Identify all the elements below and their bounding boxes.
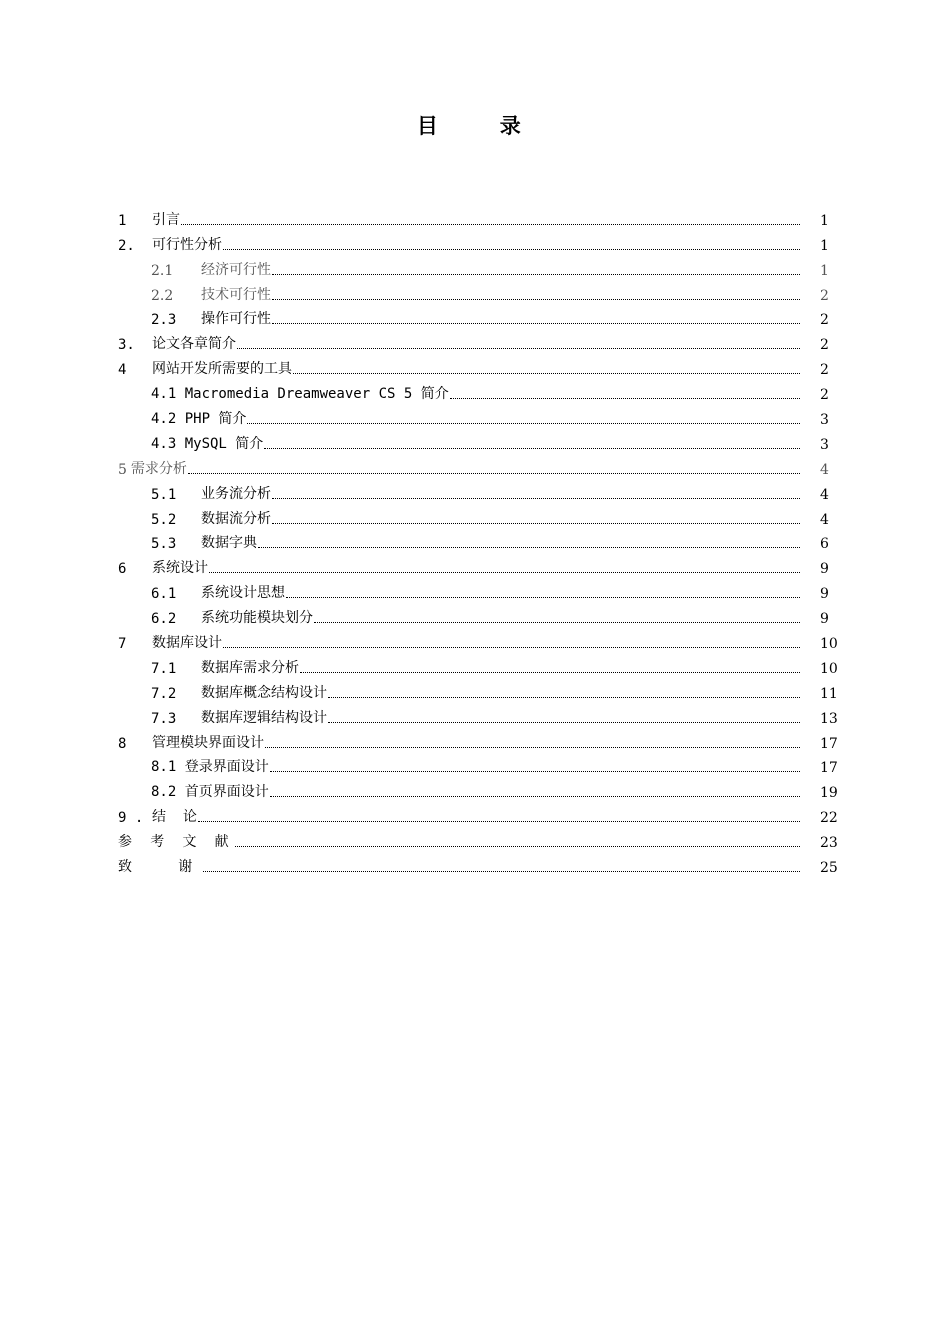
toc-entry-label: 8.1 登录界面设计 [151, 759, 269, 776]
toc-leader-dots [450, 398, 800, 399]
toc-entry-number: 5 [118, 461, 127, 478]
toc-entry-number: 7.2 [151, 685, 177, 702]
toc-entry-page: 9 [820, 586, 829, 603]
toc-entry[interactable] [118, 627, 858, 652]
toc-leader-dots [265, 747, 800, 748]
toc-leader-dots [235, 846, 800, 847]
toc-entry-label: 引言 [152, 211, 180, 228]
toc-entry[interactable] [118, 403, 858, 428]
toc-entry[interactable] [118, 826, 858, 851]
toc-entry-label: 4.1 Macromedia Dreamweaver CS 5 简介 [151, 386, 449, 403]
toc-entry-label: 致 谢 [118, 859, 203, 876]
toc-entry[interactable] [118, 378, 858, 403]
toc-entry[interactable] [118, 702, 858, 727]
toc-entry-page: 4 [820, 461, 829, 478]
toc-entry[interactable] [118, 851, 858, 876]
toc-leader-dots [300, 672, 800, 673]
toc-leader-dots [293, 373, 800, 374]
toc-entry-number: 7.3 [151, 710, 177, 727]
toc-entry-page: 17 [820, 760, 838, 777]
toc-entry-label: 数据字典 [201, 535, 257, 552]
toc-entry-page: 25 [820, 860, 838, 877]
toc-entry[interactable] [118, 801, 858, 826]
toc-leader-dots [328, 722, 800, 723]
toc-entry-page: 13 [820, 710, 838, 727]
toc-entry-number: 5.3 [151, 536, 177, 553]
toc-entry-number: 9 . [118, 810, 144, 827]
toc-entry[interactable] [118, 602, 858, 627]
toc-entry-label: 数据库逻辑结构设计 [201, 709, 327, 726]
toc-leader-dots [272, 523, 800, 524]
toc-entry[interactable] [118, 353, 858, 378]
toc-entry[interactable] [118, 776, 858, 801]
toc-leader-dots [223, 647, 800, 648]
toc-entry[interactable] [118, 453, 858, 478]
toc-leader-dots [272, 323, 800, 324]
toc-entry-page: 22 [820, 810, 838, 827]
toc-entry-page: 2 [820, 312, 829, 329]
toc-entry-label: 经济可行性 [201, 261, 271, 278]
toc-entry-number: 6 [118, 561, 127, 578]
toc-entry[interactable] [118, 528, 858, 553]
toc-entry-label: 系统设计 [152, 560, 208, 577]
toc-entry-label: 数据库概念结构设计 [201, 684, 327, 701]
toc-entry[interactable] [118, 503, 858, 528]
toc-entry-number: 2.2 [151, 287, 174, 304]
toc-entry-number: 4 [118, 362, 127, 379]
toc-entry-page: 3 [820, 412, 829, 429]
toc-entry[interactable] [118, 727, 858, 752]
toc-entry[interactable] [118, 677, 858, 702]
toc-leader-dots [247, 423, 800, 424]
toc-entry-number: 2.3 [151, 312, 177, 329]
toc-entry-number: 2.1 [151, 262, 174, 279]
toc-list [118, 204, 858, 876]
toc-leader-dots [181, 224, 800, 225]
toc-entry-label: 数据库需求分析 [201, 659, 299, 676]
toc-entry-label: 8.2 首页界面设计 [151, 784, 269, 801]
toc-entry-number: 1 [118, 212, 127, 229]
toc-entry-page: 1 [820, 262, 829, 279]
toc-entry-label: 业务流分析 [201, 485, 271, 502]
toc-entry-page: 3 [820, 436, 829, 453]
toc-leader-dots [272, 274, 800, 275]
toc-entry-label: 4.2 PHP 简介 [151, 411, 247, 428]
toc-entry-page: 4 [820, 486, 829, 503]
toc-leader-dots [198, 821, 800, 822]
toc-leader-dots [188, 473, 800, 474]
toc-entry-page: 9 [820, 611, 829, 628]
toc-entry[interactable] [118, 652, 858, 677]
toc-entry-number: 5.1 [151, 486, 177, 503]
toc-entry[interactable] [118, 428, 858, 453]
toc-entry-page: 2 [820, 387, 829, 404]
toc-entry-label: 系统功能模块划分 [201, 610, 313, 627]
toc-entry-label: 网站开发所需要的工具 [152, 361, 292, 378]
toc-entry-label: 技术可行性 [201, 286, 271, 303]
toc-entry[interactable] [118, 552, 858, 577]
toc-entry[interactable] [118, 328, 858, 353]
toc-entry-number: 6.1 [151, 586, 177, 603]
toc-leader-dots [203, 871, 800, 872]
toc-leader-dots [328, 697, 800, 698]
toc-leader-dots [223, 249, 800, 250]
toc-leader-dots [258, 547, 800, 548]
toc-entry-page: 10 [820, 660, 838, 677]
toc-leader-dots [270, 796, 800, 797]
toc-entry-page: 1 [820, 212, 829, 229]
toc-entry[interactable] [118, 254, 858, 279]
toc-entry-label: 可行性分析 [152, 236, 222, 253]
toc-entry-label: 4.3 MySQL 简介 [151, 435, 264, 452]
toc-entry-label: 论文各章简介 [152, 336, 236, 353]
toc-leader-dots [272, 498, 800, 499]
toc-leader-dots [209, 572, 800, 573]
toc-leader-dots [270, 771, 800, 772]
toc-entry-label: 参 考 文 献 [118, 834, 234, 851]
toc-entry[interactable] [118, 478, 858, 503]
toc-entry-page: 6 [820, 536, 829, 553]
toc-entry-page: 4 [820, 511, 829, 528]
toc-leader-dots [237, 348, 800, 349]
toc-leader-dots [272, 299, 800, 300]
toc-entry-label: 数据流分析 [201, 510, 271, 527]
toc-entry[interactable] [118, 304, 858, 329]
toc-entry-page: 10 [820, 636, 838, 653]
toc-entry-label: 系统设计思想 [201, 585, 285, 602]
toc-entry[interactable] [118, 752, 858, 777]
toc-entry[interactable] [118, 279, 858, 304]
toc-entry-label: 数据库设计 [152, 635, 222, 652]
toc-entry-page: 2 [820, 337, 829, 354]
toc-entry-label: 操作可行性 [201, 311, 271, 328]
toc-entry-number: 5.2 [151, 511, 177, 528]
toc-entry-number: 2. [118, 237, 135, 254]
toc-leader-dots [314, 622, 800, 623]
toc-entry-page: 1 [820, 237, 829, 254]
toc-entry-number: 7.1 [151, 660, 177, 677]
toc-entry-number: 3. [118, 337, 135, 354]
toc-title: 目 录 [416, 114, 549, 138]
toc-entry-page: 23 [820, 835, 838, 852]
toc-entry-page: 19 [820, 785, 838, 802]
toc-entry-number: 6.2 [151, 611, 177, 628]
toc-leader-dots [286, 597, 800, 598]
toc-entry[interactable] [118, 204, 858, 229]
toc-entry-number: 7 [118, 636, 127, 653]
toc-leader-dots [264, 448, 800, 449]
toc-entry-label: 结 论 [152, 809, 197, 826]
toc-entry-label: 需求分析 [130, 460, 187, 477]
toc-entry-number: 8 [118, 735, 127, 752]
toc-entry[interactable] [118, 229, 858, 254]
toc-entry-label: 管理模块界面设计 [152, 734, 264, 751]
toc-entry[interactable] [118, 577, 858, 602]
toc-entry-page: 9 [820, 561, 829, 578]
toc-entry-page: 17 [820, 735, 838, 752]
toc-entry-page: 2 [820, 287, 829, 304]
toc-entry-page: 2 [820, 362, 829, 379]
toc-entry-page: 11 [820, 685, 838, 702]
